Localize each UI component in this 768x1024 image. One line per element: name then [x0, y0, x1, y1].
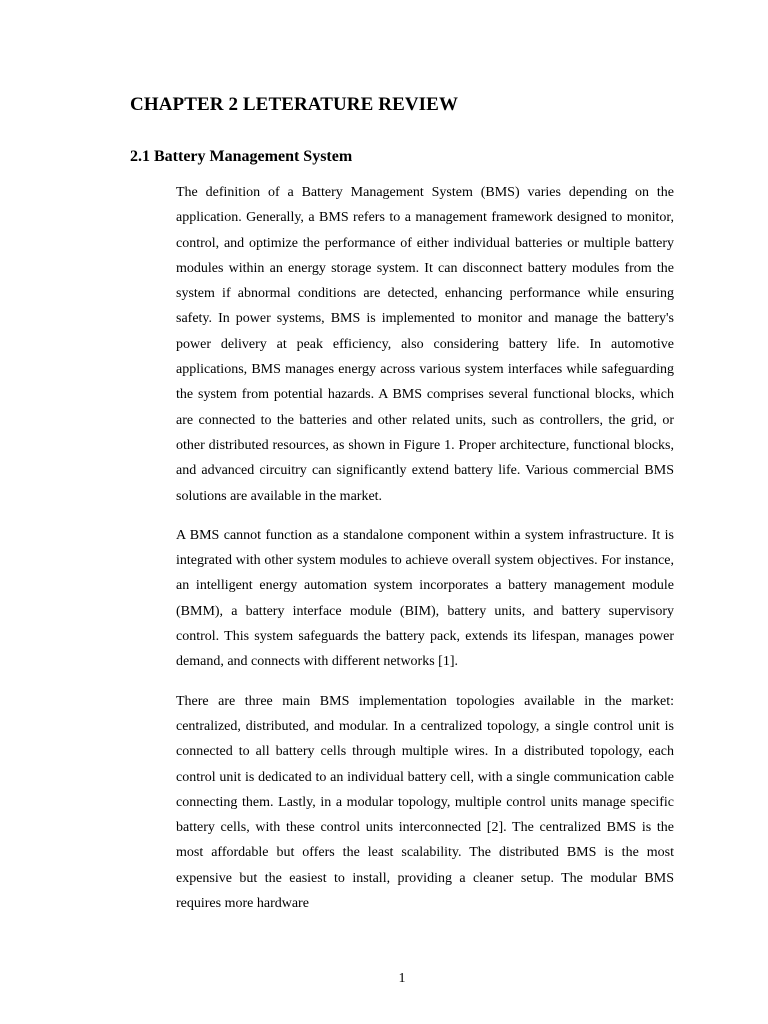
- body-text: [176, 180, 674, 930]
- section-heading: 2.1 Battery Management System: [130, 148, 353, 165]
- chapter-title: CHAPTER 2 LETERATURE REVIEW: [130, 94, 459, 115]
- paragraph-bms-topologies: There are three main BMS implementation topologies available in the market: centralized, distributed, and modular. In a centralized topology, a single control unit is connected to all battery cells through multiple wires. In a distributed topology, each control unit is dedicated to an individual battery cell, with a single communication cable connecting them. Lastly, in a modular topology, multiple control units manage specific battery cells, with these control units interconnected [2]. The centralized BMS is the most affordable but offers the least scalability. The distributed BMS is the most expensive but the easiest to install, providing a cleaner setup. The modular BMS requires more hardware: [176, 693, 674, 912]
- paragraph-bms-integration: A BMS cannot function as a standalone component within a system infrastructure. It is integrated with other system modules to achieve overall system objectives. For instance, an intelligent energy automation system incorporates a battery management module (BMM), a battery interface module (BIM), battery units, and battery supervisory control. This system safeguards the battery pack, extends its lifespan, manages power demand, and connects with different networks [1].: [176, 527, 674, 670]
- page-number: 1: [398, 971, 406, 986]
- paragraph-bms-definition: The definition of a Battery Management System (BMS) varies depending on the application. Generally, a BMS refers to a management framework designed to monitor, control, and optimize the performance of either individual batteries or multiple battery modules within an energy storage system. It can disconnect battery modules from the system if abnormal conditions are detected, enhancing performance while ensuring safety. In power systems, BMS is implemented to monitor and manage the battery's power delivery at peak efficiency, also considering battery life. In automotive applications, BMS manages energy across various system interfaces while safeguarding the system from potential hazards. A BMS comprises several functional blocks, which are connected to the batteries and other related units, such as controllers, the grid, or other distributed resources, as shown in Figure 1. Proper architecture, functional blocks, and advanced circuitry can significantly extend battery life. Various commercial BMS solutions are available in the market.: [176, 185, 674, 504]
